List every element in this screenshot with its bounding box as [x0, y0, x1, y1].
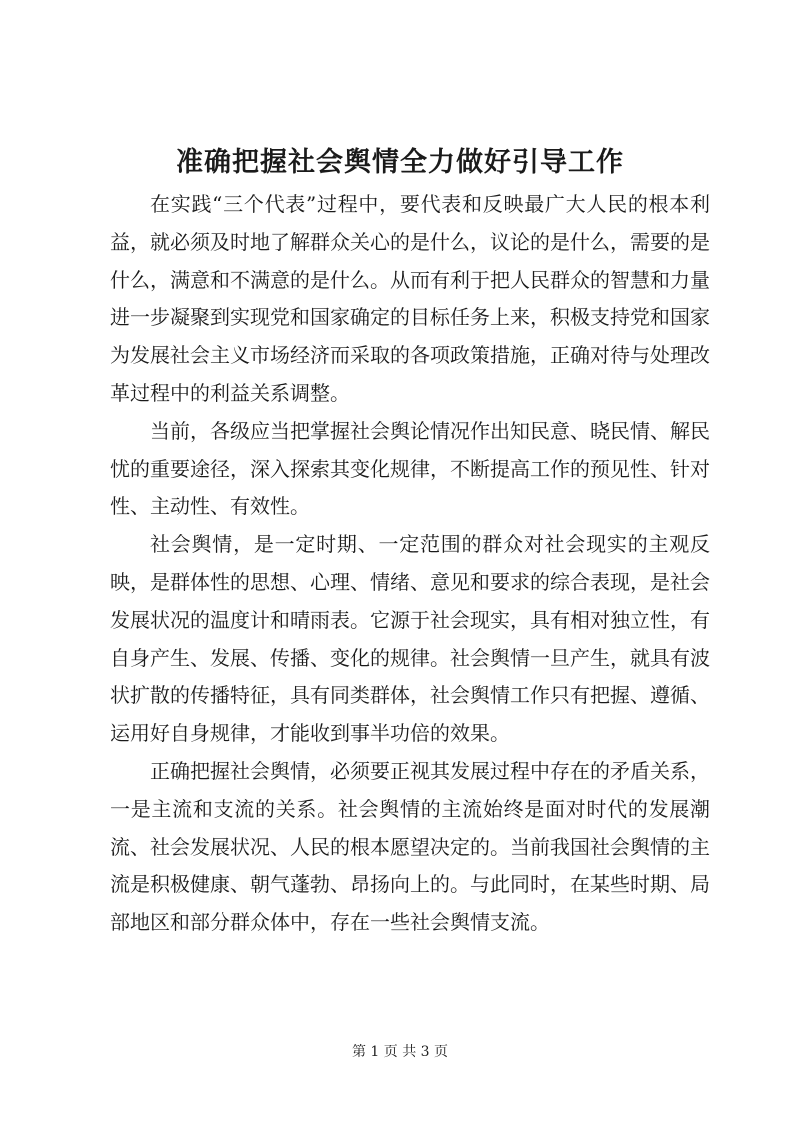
page-footer: 第 1 页 共 3 页 — [351, 1044, 449, 1060]
paragraph-1: 在实践“三个代表”过程中，要代表和反映最广大人民的根本利益，就必须及时地了解群众关心的是什么，议论的是什么，需要的是什么，满意和不满意的是什么。从而有利于把人民群众的智慧和力量进一步凝聚到实现党和国家确定的目标任务上来，积极支持党和国家为发展社会主义市场经济而采取的各项政策措施，正确对待与处理改革过程中的利益关系调整。 — [110, 192, 710, 405]
paragraph-4: 正确把握社会舆情，必须要正视其发展过程中存在的矛盾关系，一是主流和支流的关系。社会舆情的主流始终是面对时代的发展潮流、社会发展状况、人民的根本愿望决定的。当前我国社会舆情的主流是积极健康、朝气蓬勃、昂扬向上的。与此同时，在某些时期、局部地区和部分群众体中，存在一些社会舆情支流。 — [110, 758, 710, 935]
document-body — [110, 186, 710, 942]
paragraph-2: 当前，各级应当把掌握社会舆论情况作出知民意、晓民情、解民忧的重要途径，深入探索其变化规律，不断提高工作的预见性、针对性、主动性、有效性。 — [110, 418, 710, 519]
document-title: 准确把握社会舆情全力做好引导工作 — [176, 147, 624, 178]
paragraph-3: 社会舆情，是一定时期、一定范围的群众对社会现实的主观反映，是群体性的思想、心理、情绪、意见和要求的综合表现，是社会发展状况的温度计和晴雨表。它源于社会现实，具有相对独立性，有自身产生、发展、传播、变化的规律。社会舆情一旦产生，就具有波状扩散的传播特征，具有同类群体，社会舆情工作只有把握、遵循、运用好自身规律，才能收到事半功倍的效果。 — [110, 532, 710, 746]
